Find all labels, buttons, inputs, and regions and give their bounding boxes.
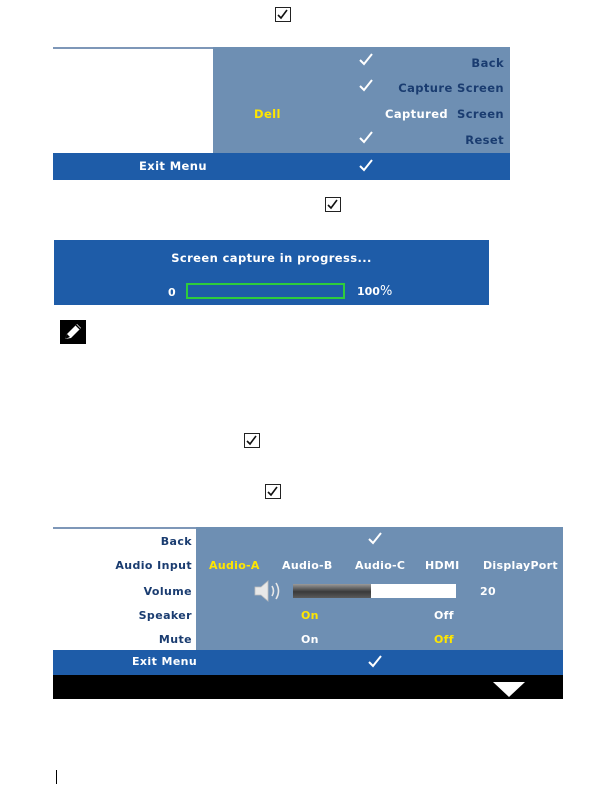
audio-input-displayport[interactable]: DisplayPort <box>483 559 558 572</box>
down-triangle-icon[interactable] <box>493 682 525 697</box>
menu-item-screen[interactable]: Screen <box>457 107 504 121</box>
screen-option-captured[interactable]: Captured <box>385 107 449 121</box>
mute-off-option[interactable]: Off <box>434 633 454 646</box>
progress-start-label: 0 <box>168 286 176 299</box>
audio-item-volume[interactable]: Volume <box>143 585 192 598</box>
audio-item-audio-input[interactable]: Audio Input <box>115 559 192 572</box>
exit-checkmark-icon[interactable] <box>358 158 374 172</box>
audio-input-audio-c[interactable]: Audio-C <box>355 559 406 572</box>
note-pencil-icon <box>60 320 86 344</box>
audio-exit-checkmark-icon[interactable] <box>367 654 383 668</box>
progress-message: Screen capture in progress... <box>171 251 372 265</box>
menu-label-column <box>53 47 213 153</box>
reset-checkmark-icon[interactable] <box>358 130 374 144</box>
audio-input-audio-a[interactable]: Audio-A <box>209 559 260 572</box>
inline-check-icon-3 <box>244 433 260 448</box>
audio-settings-menu <box>53 527 563 699</box>
volume-slider-fill <box>293 584 371 598</box>
audio-item-speaker[interactable]: Speaker <box>138 609 192 622</box>
inline-check-icon-4 <box>265 484 281 499</box>
speaker-on-option[interactable]: On <box>301 609 319 622</box>
mute-on-option[interactable]: On <box>301 633 319 646</box>
progress-end-unit: % <box>379 284 393 299</box>
volume-value: 20 <box>480 585 496 598</box>
footer-divider <box>56 770 57 784</box>
audio-input-hdmi[interactable]: HDMI <box>425 559 460 572</box>
speaker-volume-icon <box>253 578 285 604</box>
menu-item-reset[interactable]: Reset <box>465 133 504 147</box>
capture-progress-dialog <box>54 240 489 305</box>
inline-check-icon-1 <box>275 7 291 22</box>
capture-checkmark-icon[interactable] <box>358 78 374 92</box>
speaker-off-option[interactable]: Off <box>434 609 454 622</box>
screen-option-dell[interactable]: Dell <box>254 107 281 121</box>
scroll-indicator-bar <box>53 675 563 699</box>
progress-bar <box>186 283 345 299</box>
exit-menu-bar[interactable] <box>53 153 510 180</box>
audio-exit-menu-bar[interactable] <box>53 650 563 675</box>
capture-screen-menu <box>53 47 510 180</box>
menu-item-capture-screen[interactable]: Capture Screen <box>398 81 504 95</box>
audio-input-audio-b[interactable]: Audio-B <box>282 559 333 572</box>
audio-item-mute[interactable]: Mute <box>158 633 192 646</box>
exit-menu-label[interactable]: Exit Menu <box>139 159 207 173</box>
volume-slider[interactable] <box>293 584 456 598</box>
audio-exit-menu-label[interactable]: Exit Menu <box>132 655 198 668</box>
menu-item-back[interactable]: Back <box>471 56 504 70</box>
audio-back-checkmark-icon[interactable] <box>367 531 383 545</box>
back-checkmark-icon[interactable] <box>358 52 374 66</box>
progress-end-number: 100 <box>357 285 380 298</box>
audio-item-back[interactable]: Back <box>160 535 192 548</box>
progress-end-label <box>357 284 392 299</box>
inline-check-icon-2 <box>325 197 341 212</box>
